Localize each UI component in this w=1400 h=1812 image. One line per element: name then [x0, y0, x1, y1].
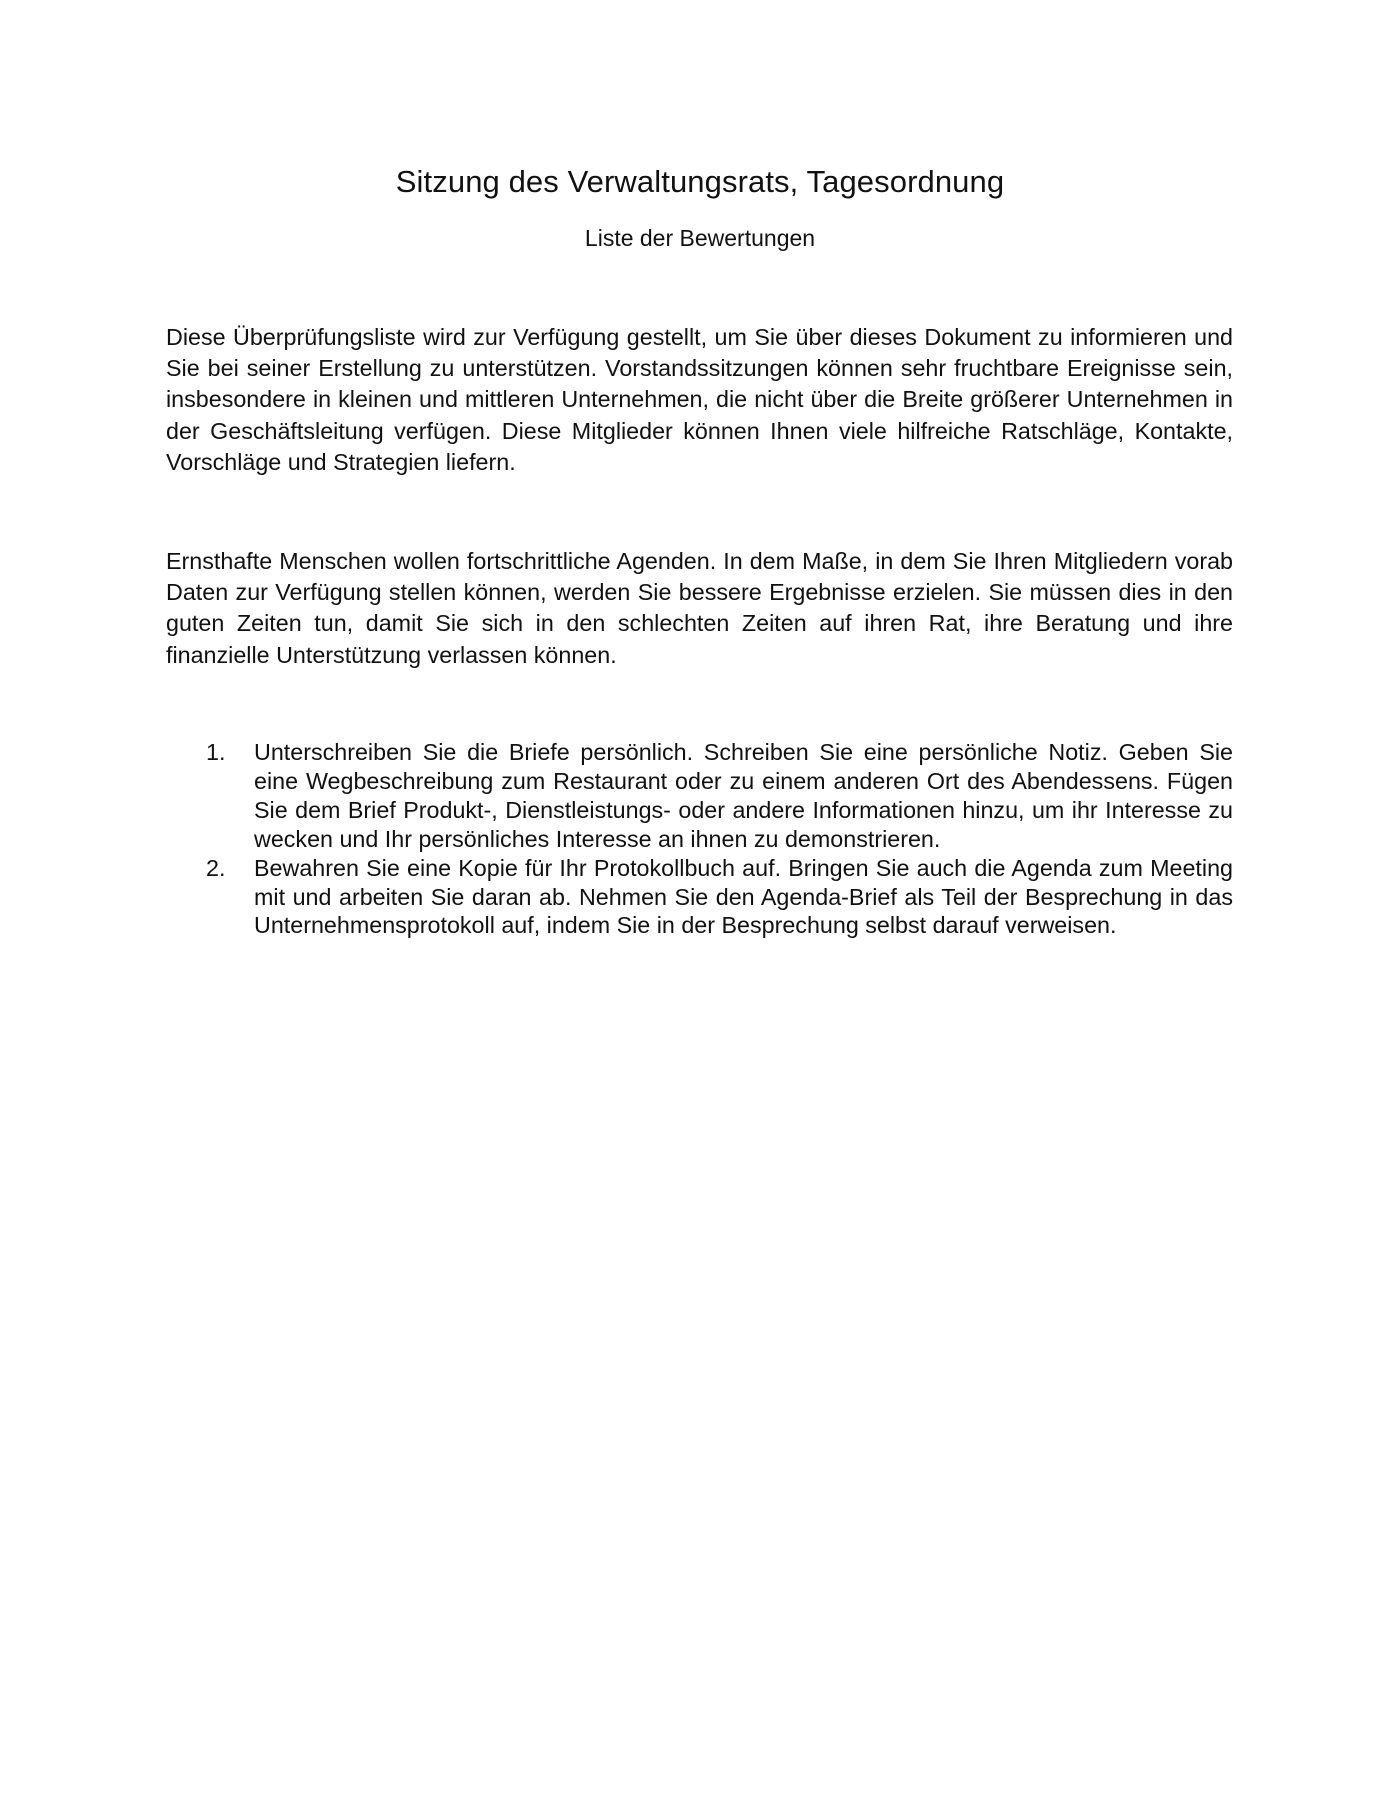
- list-item: [166, 738, 1233, 854]
- second-paragraph: Ernsthafte Menschen wollen fortschrittliche Agenden. In dem Maße, in dem Sie Ihren Mitgliedern vorab Daten zur Verfügung stellen können, werden Sie bessere Ergebnisse erzielen. Sie müssen dies in den guten Zeiten tun, damit Sie sich in den schlechten Zeiten auf ihren Rat, ihre Beratung und ihre finanzielle Unterstützung verlassen können.: [166, 548, 1233, 668]
- document-title: Sitzung des Verwaltungsrats, Tagesordnung: [395, 164, 1005, 199]
- list-item-number: 2.: [206, 854, 226, 881]
- list-item-text: Unterschreiben Sie die Briefe persönlich. Schreiben Sie eine persönliche Notiz. Geben Sie eine Wegbeschreibung zum Restaurant oder zu einem anderen Ort des Abendessens. Fügen Sie dem Brief Produkt-, Dienstleistungs- oder andere Informationen hinzu, um ihr Interesse zu wecken und Ihr persönliches Interesse an ihnen zu demonstrieren.: [254, 739, 1233, 852]
- intro-paragraph: Diese Überprüfungsliste wird zur Verfügung gestellt, um Sie über dieses Dokument zu informieren und Sie bei seiner Erstellung zu unterstützen. Vorstandssitzungen können sehr fruchtbare Ereignisse sein, insbesondere in kleinen und mittleren Unternehmen, die nicht über die Breite größerer Unternehmen in der Geschäftsleitung verfügen. Diese Mitglieder können Ihnen viele hilfreiche Ratschläge, Kontakte, Vorschläge und Strategien liefern.: [166, 324, 1233, 475]
- list-item-text: Bewahren Sie eine Kopie für Ihr Protokollbuch auf. Bringen Sie auch die Agenda zum Meeting mit und arbeiten Sie daran ab. Nehmen Sie den Agenda-Brief als Teil der Besprechung in das Unternehmensprotokoll auf, indem Sie in der Besprechung selbst darauf verweisen.: [254, 854, 1233, 939]
- list-item: [166, 854, 1233, 941]
- document-subtitle: Liste der Bewertungen: [584, 225, 816, 251]
- list-item-number: 1.: [206, 739, 226, 765]
- numbered-list: [166, 738, 1233, 940]
